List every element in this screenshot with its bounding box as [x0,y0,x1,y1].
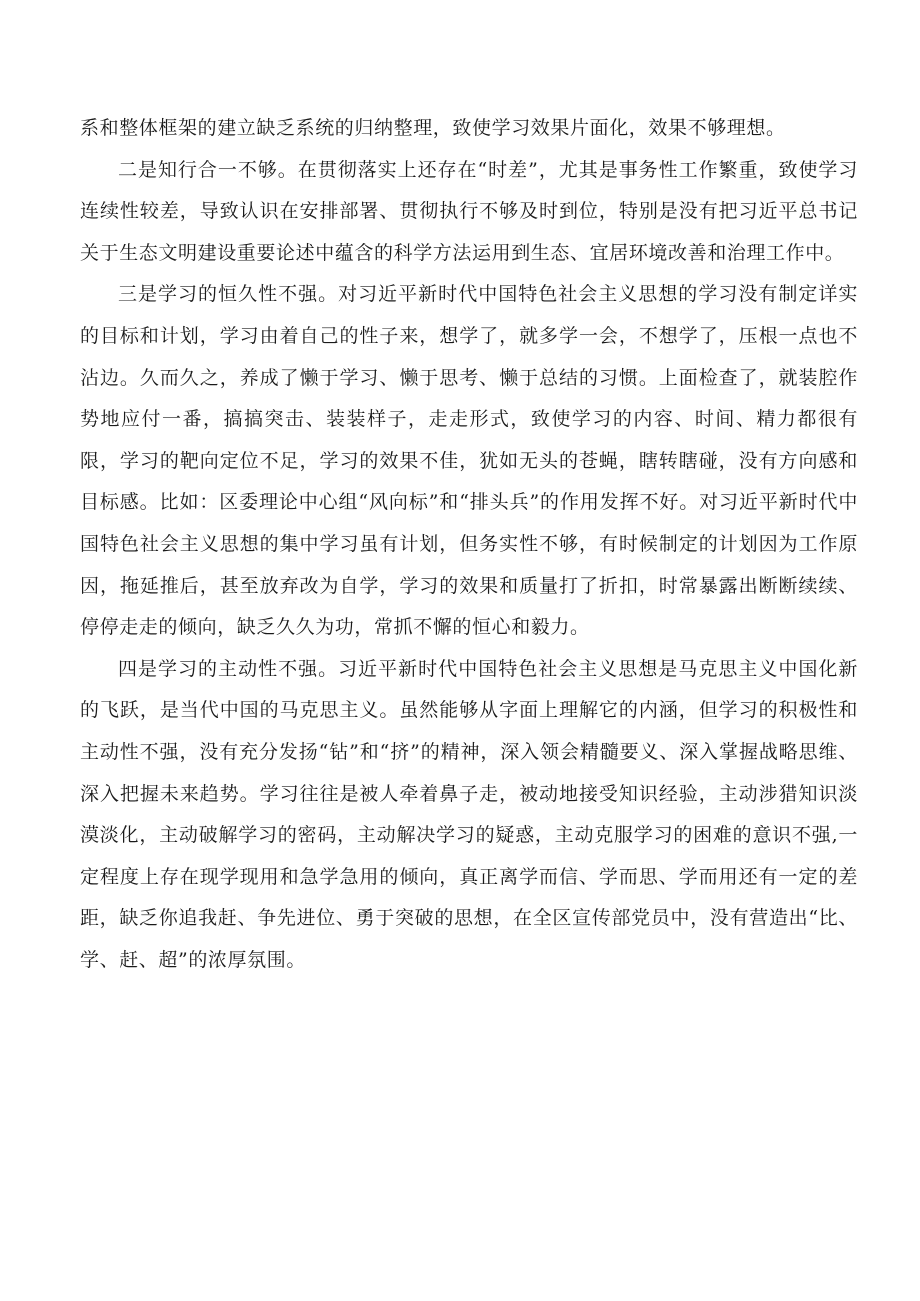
paragraph-continuation: 系和整体框架的建立缺乏系统的归纳整理，致使学习效果片面化，效果不够理想。 [80,117,786,139]
paragraph-point-four: 四是学习的主动性不强。习近平新时代中国特色社会主义思想是马克思主义中国化新的飞跃，是当代中国的马克思主义。虽然能够从字面上理解它的内涵，但学习的积极性和主动性不强，没有充分发扬“钻”和“挤”的精神，深入领会精髓要义、深入掌握战略思维、深入把握未来趋势。学习往往是被人牵着鼻子走，被动地接受知识经验，主动涉猎知识淡漠淡化，主动破解学习的密码，主动解决学习的疑惑，主动克服学习的困难的意识不强,一定程度上存在现学现用和急学急用的倾向，真正离学而信、学而思、学而用还有一定的差距，缺乏你追我赶、争先进位、勇于突破的思想，在全区宣传部党员中，没有营造出“比、学、赶、超”的浓厚氛围。 [80,657,858,971]
document-body [80,108,858,981]
paragraph-point-three: 三是学习的恒久性不强。对习近平新时代中国特色社会主义思想的学习没有制定详实的目标和计划，学习由着自己的性子来，想学了，就多学一会，不想学了，压根一点也不沾边。久而久之，养成了懒于学习、懒于思考、懒于总结的习惯。上面检查了，就装腔作势地应付一番，搞搞突击、装装样子，走走形式，致使学习的内容、时间、精力都很有限，学习的靶向定位不足，学习的效果不佳，犹如无头的苍蝇，瞎转瞎碰，没有方向感和目标感。比如：区委理论中心组“风向标”和“排头兵”的作用发挥不好。对习近平新时代中国特色社会主义思想的集中学习虽有计划，但务实性不够，有时候制定的计划因为工作原因，拖延推后，甚至放弃改为自学，学习的效果和质量打了折扣，时常暴露出断断续续、停停走走的倾向，缺乏久久为功，常抓不懈的恒心和毅力。 [80,283,858,639]
paragraph-point-two: 二是知行合一不够。在贯彻落实上还存在“时差”，尤其是事务性工作繁重，致使学习连续性较差，导致认识在安排部署、贯彻执行不够及时到位，特别是没有把习近平总书记关于生态文明建设重要论述中蕴含的科学方法运用到生态、宜居环境改善和治理工作中。 [80,158,858,264]
